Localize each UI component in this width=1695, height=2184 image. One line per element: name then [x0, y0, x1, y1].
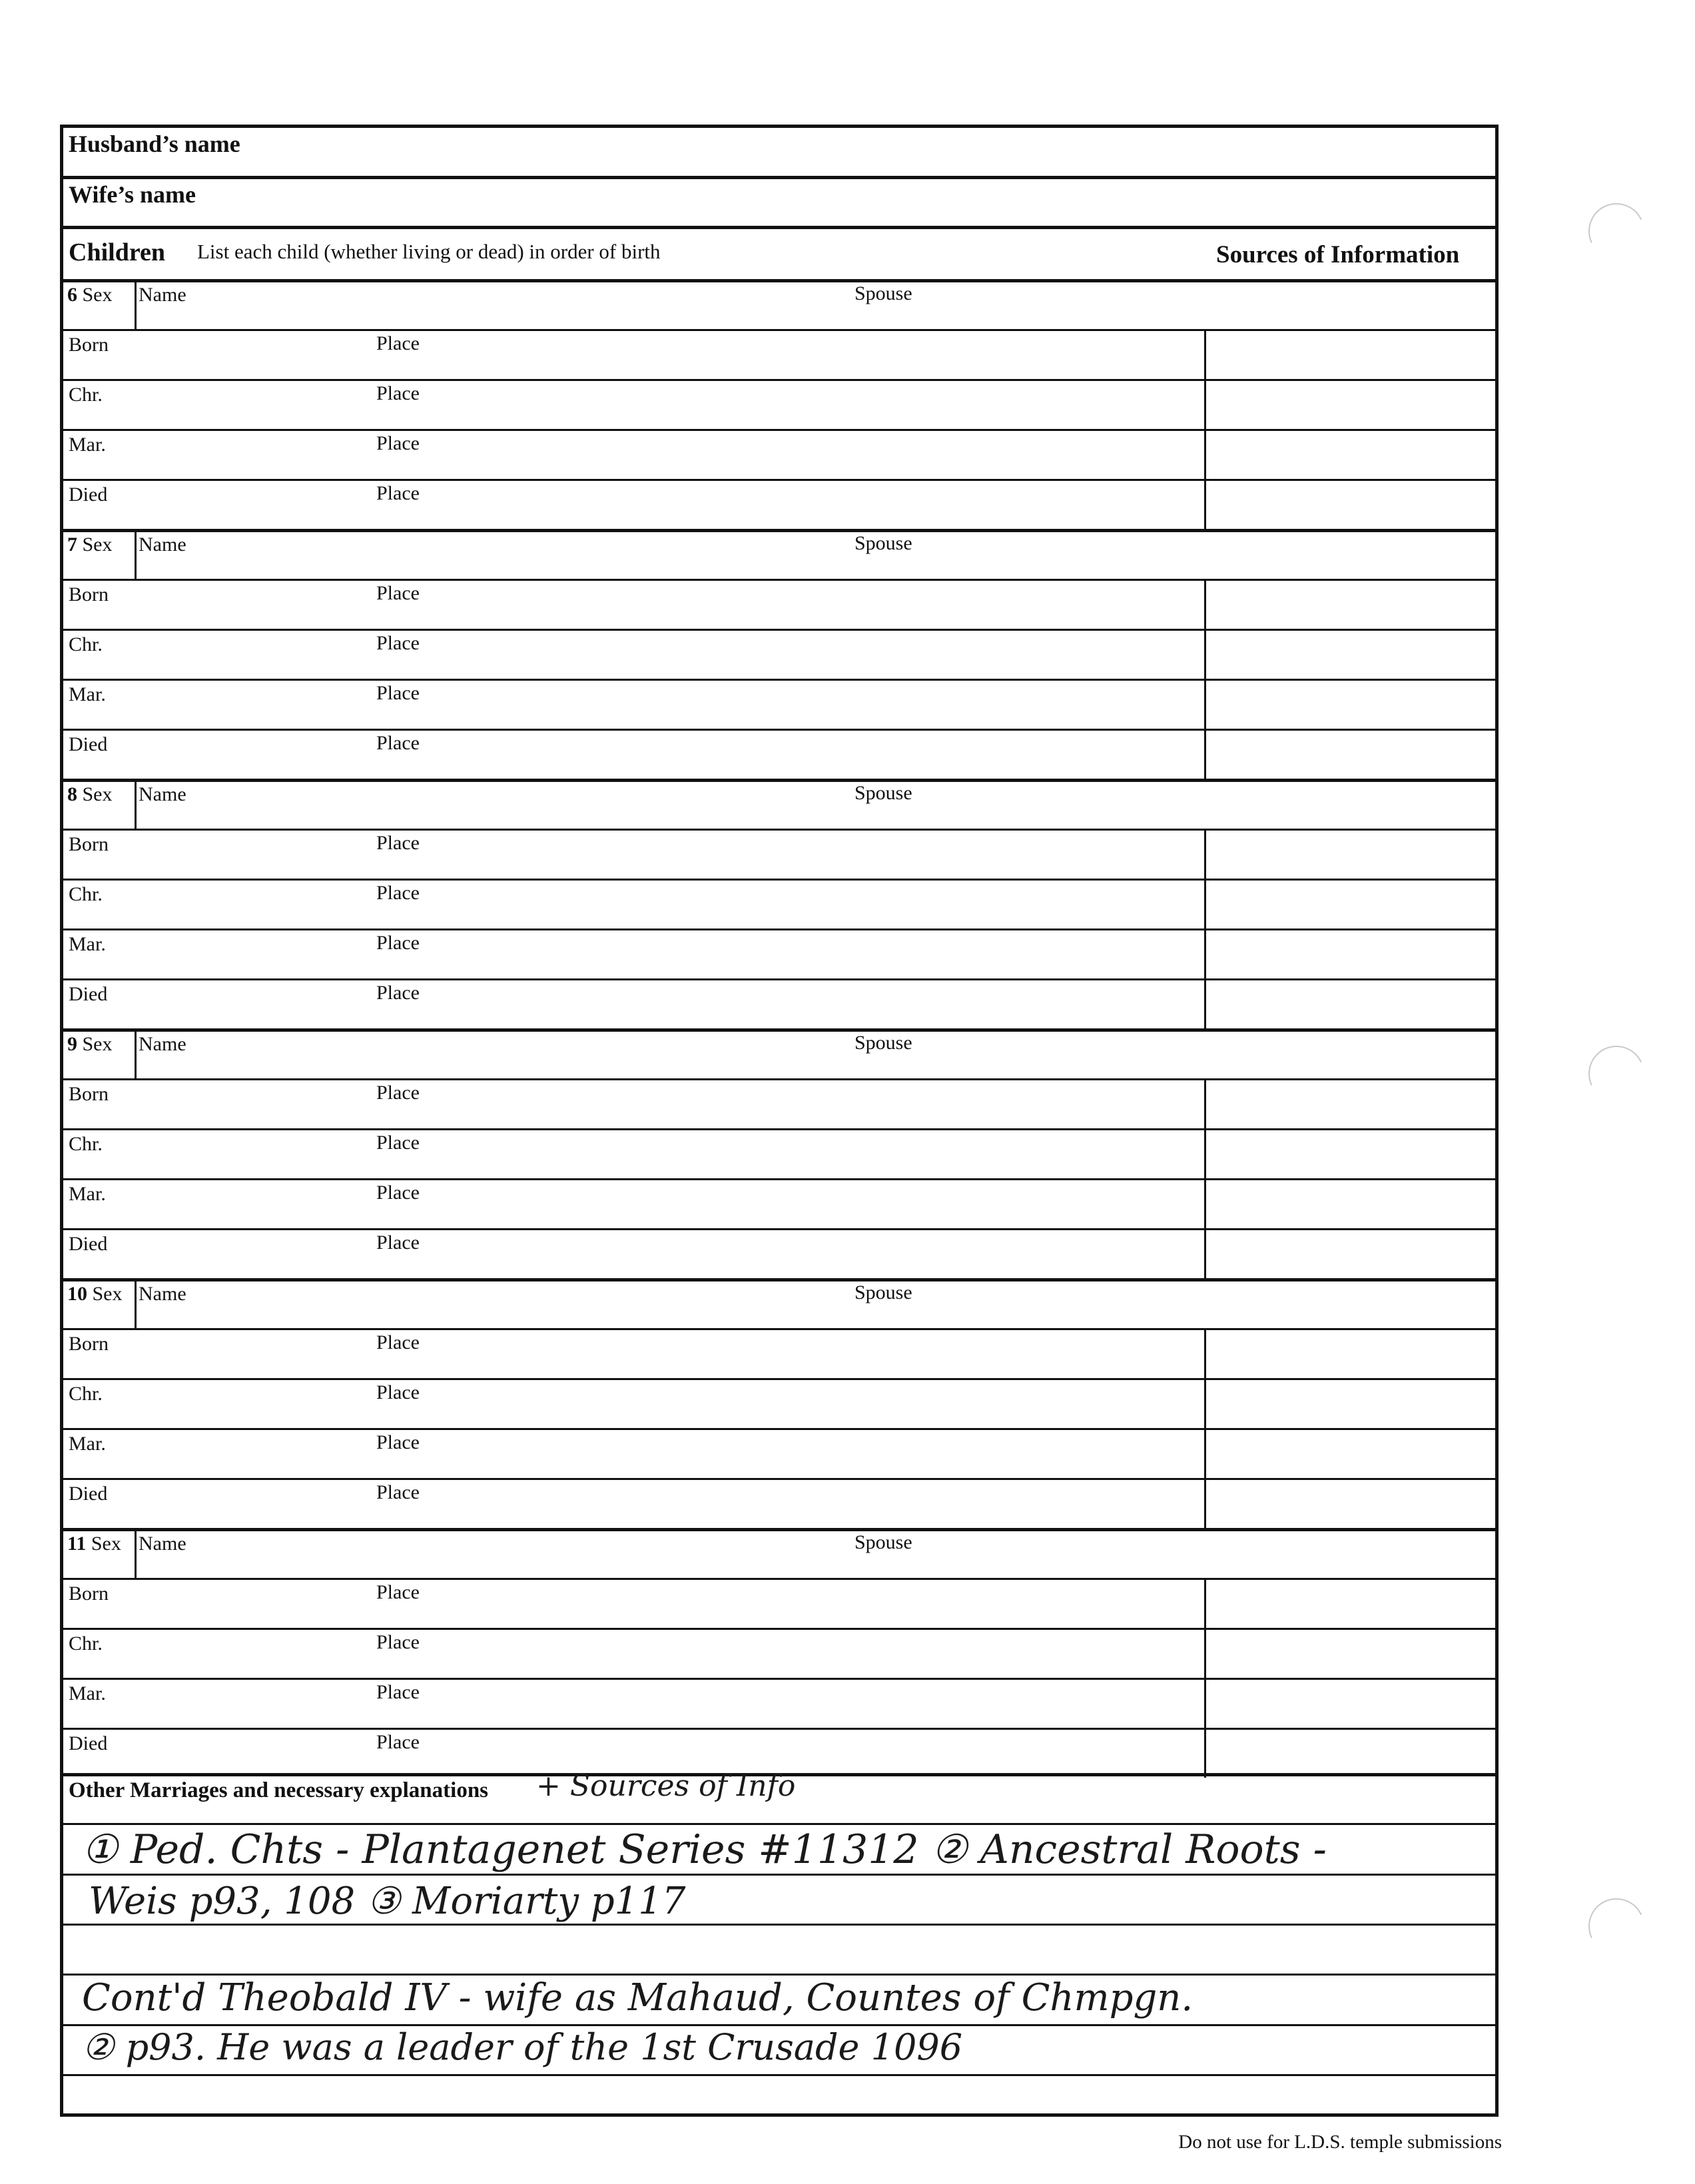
- sex-label: Sex: [82, 783, 113, 805]
- child-name-label: Name: [139, 1033, 186, 1055]
- sex-divider: [135, 1528, 137, 1578]
- row-divider: [63, 1628, 1495, 1630]
- child-block-divider: [63, 1278, 1495, 1281]
- child-spouse-label: Spouse: [854, 1281, 912, 1303]
- child-name-label: Name: [139, 1283, 186, 1305]
- row-divider: [63, 1078, 1495, 1080]
- row-divider: [63, 928, 1495, 930]
- place-label: Place: [376, 732, 420, 754]
- place-label: Place: [376, 682, 420, 704]
- place-label: Place: [376, 432, 420, 454]
- sex-divider: [135, 779, 137, 829]
- note-line: [63, 1823, 1495, 1825]
- child-spouse-label: Spouse: [854, 282, 912, 304]
- child-spouse-label: Spouse: [854, 1032, 912, 1054]
- event-label-mar: Mar.: [69, 683, 106, 705]
- note-line: [63, 1974, 1495, 1976]
- event-label-died: Died: [69, 983, 108, 1005]
- event-label-mar: Mar.: [69, 1682, 106, 1704]
- row-divider: [63, 479, 1495, 481]
- event-label-died: Died: [69, 1483, 108, 1505]
- child-number: 7: [67, 534, 77, 555]
- note-line: [63, 1924, 1495, 1926]
- child-spouse-label: Spouse: [854, 1531, 912, 1553]
- child-number-sex: [67, 785, 113, 805]
- child-name-label: Name: [139, 783, 186, 805]
- place-label: Place: [376, 382, 420, 404]
- child-block-divider: [63, 1528, 1495, 1531]
- place-label: Place: [376, 482, 420, 504]
- row-divider: [63, 829, 1495, 831]
- handwritten-note-line: ② p93. He was a leader of the 1st Crusade 1096: [82, 2026, 963, 2068]
- sex-divider: [135, 529, 137, 579]
- handwritten-sources-heading: + Sources of Info: [536, 1769, 796, 1803]
- row-divider: [63, 1678, 1495, 1680]
- note-line: [63, 1874, 1495, 1876]
- place-label: Place: [376, 332, 420, 354]
- footer-note: Do not use for L.D.S. temple submissions: [1178, 2131, 1502, 2153]
- place-label: Place: [376, 1481, 420, 1503]
- husband-name-label: Husband’s name: [69, 131, 240, 157]
- event-label-chr: Chr.: [69, 633, 103, 655]
- row-divider: [63, 978, 1495, 980]
- sources-of-information-label: Sources of Information: [1216, 241, 1460, 268]
- binder-hole-bottom: [1580, 1890, 1652, 1962]
- sex-divider: [135, 279, 137, 329]
- place-label: Place: [376, 1232, 420, 1254]
- child-spouse-label: Spouse: [854, 782, 912, 804]
- row-divider: [63, 729, 1495, 731]
- event-label-mar: Mar.: [69, 434, 106, 456]
- place-label: Place: [376, 982, 420, 1004]
- row-divider: [63, 1178, 1495, 1180]
- divider: [63, 226, 1495, 229]
- event-label-born: Born: [69, 1083, 109, 1105]
- event-label-mar: Mar.: [69, 1433, 106, 1455]
- place-label: Place: [376, 1631, 420, 1653]
- event-label-died: Died: [69, 1233, 108, 1255]
- child-block-divider: [63, 1028, 1495, 1032]
- child-number: 9: [67, 1033, 77, 1055]
- event-label-born: Born: [69, 1583, 109, 1605]
- row-divider: [63, 1478, 1495, 1480]
- row-divider: [63, 679, 1495, 681]
- handwritten-note-line: Cont'd Theobald IV - wife as Mahaud, Countes of Chmpgn.: [82, 1976, 1193, 2019]
- event-label-born: Born: [69, 1333, 109, 1355]
- children-label: Children: [69, 238, 166, 266]
- place-label: Place: [376, 1581, 420, 1603]
- row-divider: [63, 879, 1495, 881]
- children-note: List each child (whether living or dead) in order of birth: [197, 240, 661, 263]
- event-label-mar: Mar.: [69, 933, 106, 955]
- other-marriages-label: Other Marriages and necessary explanations: [69, 1778, 489, 1802]
- place-label: Place: [376, 1381, 420, 1403]
- event-label-chr: Chr.: [69, 883, 103, 905]
- divider: [63, 176, 1495, 179]
- handwritten-note-line: ① Ped. Chts - Plantagenet Series #11312 ② Ancestral Roots -: [82, 1826, 1327, 1873]
- sex-label: Sex: [91, 1533, 121, 1555]
- event-label-died: Died: [69, 1732, 108, 1754]
- event-label-died: Died: [69, 733, 108, 755]
- place-label: Place: [376, 932, 420, 954]
- sex-label: Sex: [82, 534, 113, 555]
- sex-divider: [135, 1028, 137, 1078]
- row-divider: [63, 1378, 1495, 1380]
- child-number: 6: [67, 284, 77, 306]
- row-divider: [63, 1728, 1495, 1730]
- row-divider: [63, 579, 1495, 581]
- row-divider: [63, 1328, 1495, 1330]
- row-divider: [63, 329, 1495, 331]
- child-block-divider: [63, 529, 1495, 532]
- family-group-sheet: [60, 125, 1499, 2117]
- place-label: Place: [376, 1182, 420, 1204]
- place-label: Place: [376, 1082, 420, 1104]
- note-line: [63, 2074, 1495, 2076]
- row-divider: [63, 1228, 1495, 1230]
- child-number-sex: [67, 1534, 121, 1554]
- event-label-chr: Chr.: [69, 1383, 103, 1405]
- child-number-sex: [67, 535, 113, 555]
- sex-label: Sex: [82, 1033, 113, 1055]
- child-number-sex: [67, 1034, 113, 1054]
- place-label: Place: [376, 582, 420, 604]
- wife-name-label: Wife’s name: [69, 181, 196, 208]
- binder-hole-top: [1580, 195, 1652, 267]
- row-divider: [63, 1128, 1495, 1130]
- place-label: Place: [376, 1681, 420, 1703]
- child-number-sex: [67, 285, 113, 305]
- child-block-divider: [63, 779, 1495, 782]
- row-divider: [63, 629, 1495, 631]
- place-label: Place: [376, 1132, 420, 1154]
- place-label: Place: [376, 882, 420, 904]
- child-name-label: Name: [139, 1533, 186, 1555]
- row-divider: [63, 1428, 1495, 1430]
- event-label-born: Born: [69, 833, 109, 855]
- event-label-mar: Mar.: [69, 1183, 106, 1205]
- place-label: Place: [376, 632, 420, 654]
- row-divider: [63, 379, 1495, 381]
- place-label: Place: [376, 1731, 420, 1753]
- child-name-label: Name: [139, 534, 186, 555]
- place-label: Place: [376, 832, 420, 854]
- event-label-chr: Chr.: [69, 1133, 103, 1155]
- sex-divider: [135, 1278, 137, 1328]
- event-label-born: Born: [69, 583, 109, 605]
- child-number: 10: [67, 1283, 87, 1305]
- event-label-chr: Chr.: [69, 384, 103, 406]
- place-label: Place: [376, 1331, 420, 1353]
- child-number-sex: [67, 1284, 123, 1304]
- child-number: 8: [67, 783, 77, 805]
- event-label-chr: Chr.: [69, 1633, 103, 1654]
- child-block-divider: [63, 279, 1495, 282]
- event-label-died: Died: [69, 484, 108, 506]
- handwritten-note-line: Weis p93, 108 ③ Moriarty p117: [89, 1880, 686, 1923]
- row-divider: [63, 429, 1495, 431]
- child-spouse-label: Spouse: [854, 532, 912, 554]
- binder-hole-middle: [1580, 1038, 1652, 1110]
- row-divider: [63, 1578, 1495, 1580]
- sex-label: Sex: [82, 284, 113, 306]
- sex-label: Sex: [92, 1283, 123, 1305]
- event-label-born: Born: [69, 334, 109, 356]
- child-name-label: Name: [139, 284, 186, 306]
- child-number: 11: [67, 1533, 87, 1555]
- place-label: Place: [376, 1431, 420, 1453]
